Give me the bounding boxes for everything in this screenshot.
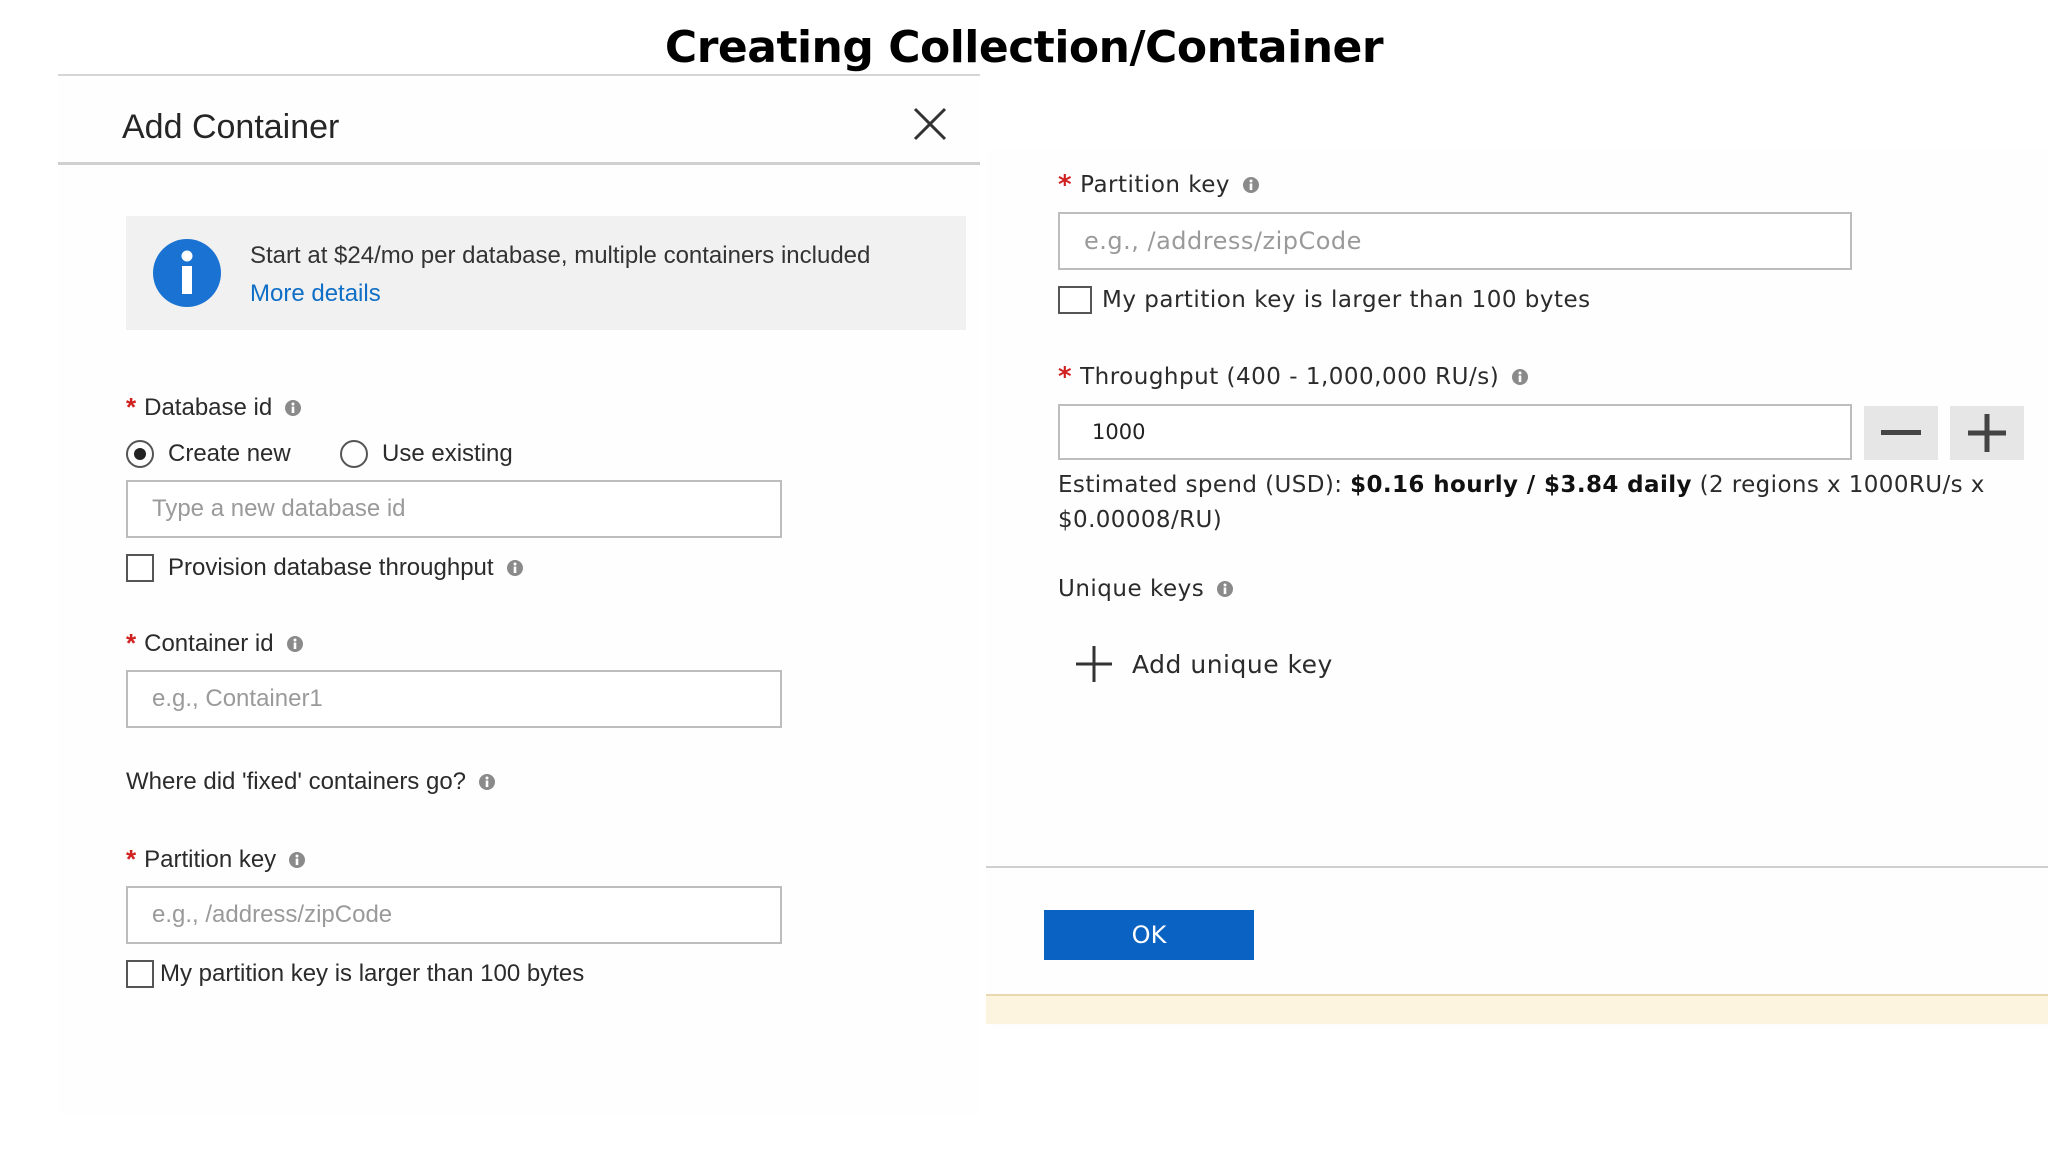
info-tooltip-icon[interactable] xyxy=(284,399,302,417)
radio-button-unchecked[interactable] xyxy=(340,440,368,468)
partition-key-label xyxy=(126,844,306,875)
partition-larger-label: My partition key is larger than 100 bytes xyxy=(160,960,585,987)
radio-create-new[interactable] xyxy=(126,440,291,468)
estimated-spend-prefix: Estimated spend (USD): xyxy=(1058,472,1351,498)
footer-divider xyxy=(986,866,2048,868)
provision-throughput-checkbox[interactable] xyxy=(126,554,154,582)
required-marker: * xyxy=(126,844,137,874)
plus-icon xyxy=(1968,414,2006,452)
partition-larger-label: My partition key is larger than 100 bytes xyxy=(1102,287,1591,313)
container-id-label-text: Container id xyxy=(144,629,274,657)
provision-throughput-row[interactable] xyxy=(126,554,524,582)
info-tooltip-icon[interactable] xyxy=(1216,580,1234,598)
close-icon[interactable] xyxy=(910,104,950,144)
radio-use-existing[interactable] xyxy=(340,440,513,468)
container-id-label xyxy=(126,628,304,659)
throughput-increment-button[interactable] xyxy=(1950,406,2024,460)
database-id-label xyxy=(126,392,302,423)
radio-use-existing-label: Use existing xyxy=(382,440,513,467)
fixed-containers-question-text: Where did 'fixed' containers go? xyxy=(126,768,467,795)
top-divider xyxy=(58,74,980,76)
partition-key-label-text: Partition key xyxy=(1080,172,1231,198)
add-container-panel xyxy=(58,74,980,1114)
ok-button[interactable]: OK xyxy=(1044,910,1254,960)
partition-key-label xyxy=(1058,170,1260,200)
header-divider xyxy=(58,162,980,165)
partition-larger-checkbox[interactable] xyxy=(126,960,154,988)
partition-larger-row[interactable] xyxy=(126,960,584,988)
partition-key-input[interactable] xyxy=(126,886,782,944)
required-marker: * xyxy=(1058,170,1073,200)
slide-title: Creating Collection/Container xyxy=(664,22,1384,73)
database-id-label-text: Database id xyxy=(144,393,273,421)
plus-icon xyxy=(1074,644,1114,684)
estimated-spend-amount: $0.16 hourly / $3.84 daily xyxy=(1350,472,1692,498)
provision-throughput-label: Provision database throughput xyxy=(168,554,494,581)
partition-key-input[interactable] xyxy=(1058,212,1852,270)
container-settings-panel xyxy=(986,150,2048,1030)
required-marker: * xyxy=(126,628,137,658)
pricing-info-text: Start at $24/mo per database, multiple containers included xyxy=(250,242,871,269)
throughput-label xyxy=(1058,362,1529,392)
fixed-containers-question xyxy=(126,768,496,796)
radio-create-new-label: Create new xyxy=(168,440,291,467)
throughput-input[interactable] xyxy=(1058,404,1852,460)
estimated-spend-detail: (2 regions x 1000RU/s x $0.00008/RU) xyxy=(1058,472,1985,533)
info-tooltip-icon[interactable] xyxy=(288,851,306,869)
info-tooltip-icon[interactable] xyxy=(506,559,524,577)
required-marker: * xyxy=(1058,362,1073,392)
info-tooltip-icon[interactable] xyxy=(478,773,496,791)
add-unique-key-button[interactable] xyxy=(1074,644,1333,684)
radio-button-checked[interactable] xyxy=(126,440,154,468)
info-tooltip-icon[interactable] xyxy=(1242,176,1260,194)
minus-icon xyxy=(1881,430,1921,436)
container-id-input[interactable] xyxy=(126,670,782,728)
database-id-input[interactable] xyxy=(126,480,782,538)
info-icon xyxy=(152,238,222,308)
add-unique-key-label: Add unique key xyxy=(1132,649,1333,679)
partition-larger-checkbox[interactable] xyxy=(1058,286,1092,314)
unique-keys-label-text: Unique keys xyxy=(1058,576,1205,602)
notification-strip xyxy=(986,994,2048,1024)
info-tooltip-icon[interactable] xyxy=(286,635,304,653)
panel-title: Add Container xyxy=(122,108,340,146)
partition-larger-row[interactable] xyxy=(1058,286,1591,314)
throughput-decrement-button[interactable] xyxy=(1864,406,1938,460)
pricing-info-banner xyxy=(126,216,966,330)
throughput-label-text: Throughput (400 - 1,000,000 RU/s) xyxy=(1080,364,1500,390)
partition-key-label-text: Partition key xyxy=(144,845,277,873)
more-details-link[interactable]: More details xyxy=(250,280,381,307)
estimated-spend xyxy=(1058,468,2018,538)
required-marker: * xyxy=(126,392,137,422)
unique-keys-label xyxy=(1058,576,1234,602)
info-tooltip-icon[interactable] xyxy=(1511,368,1529,386)
